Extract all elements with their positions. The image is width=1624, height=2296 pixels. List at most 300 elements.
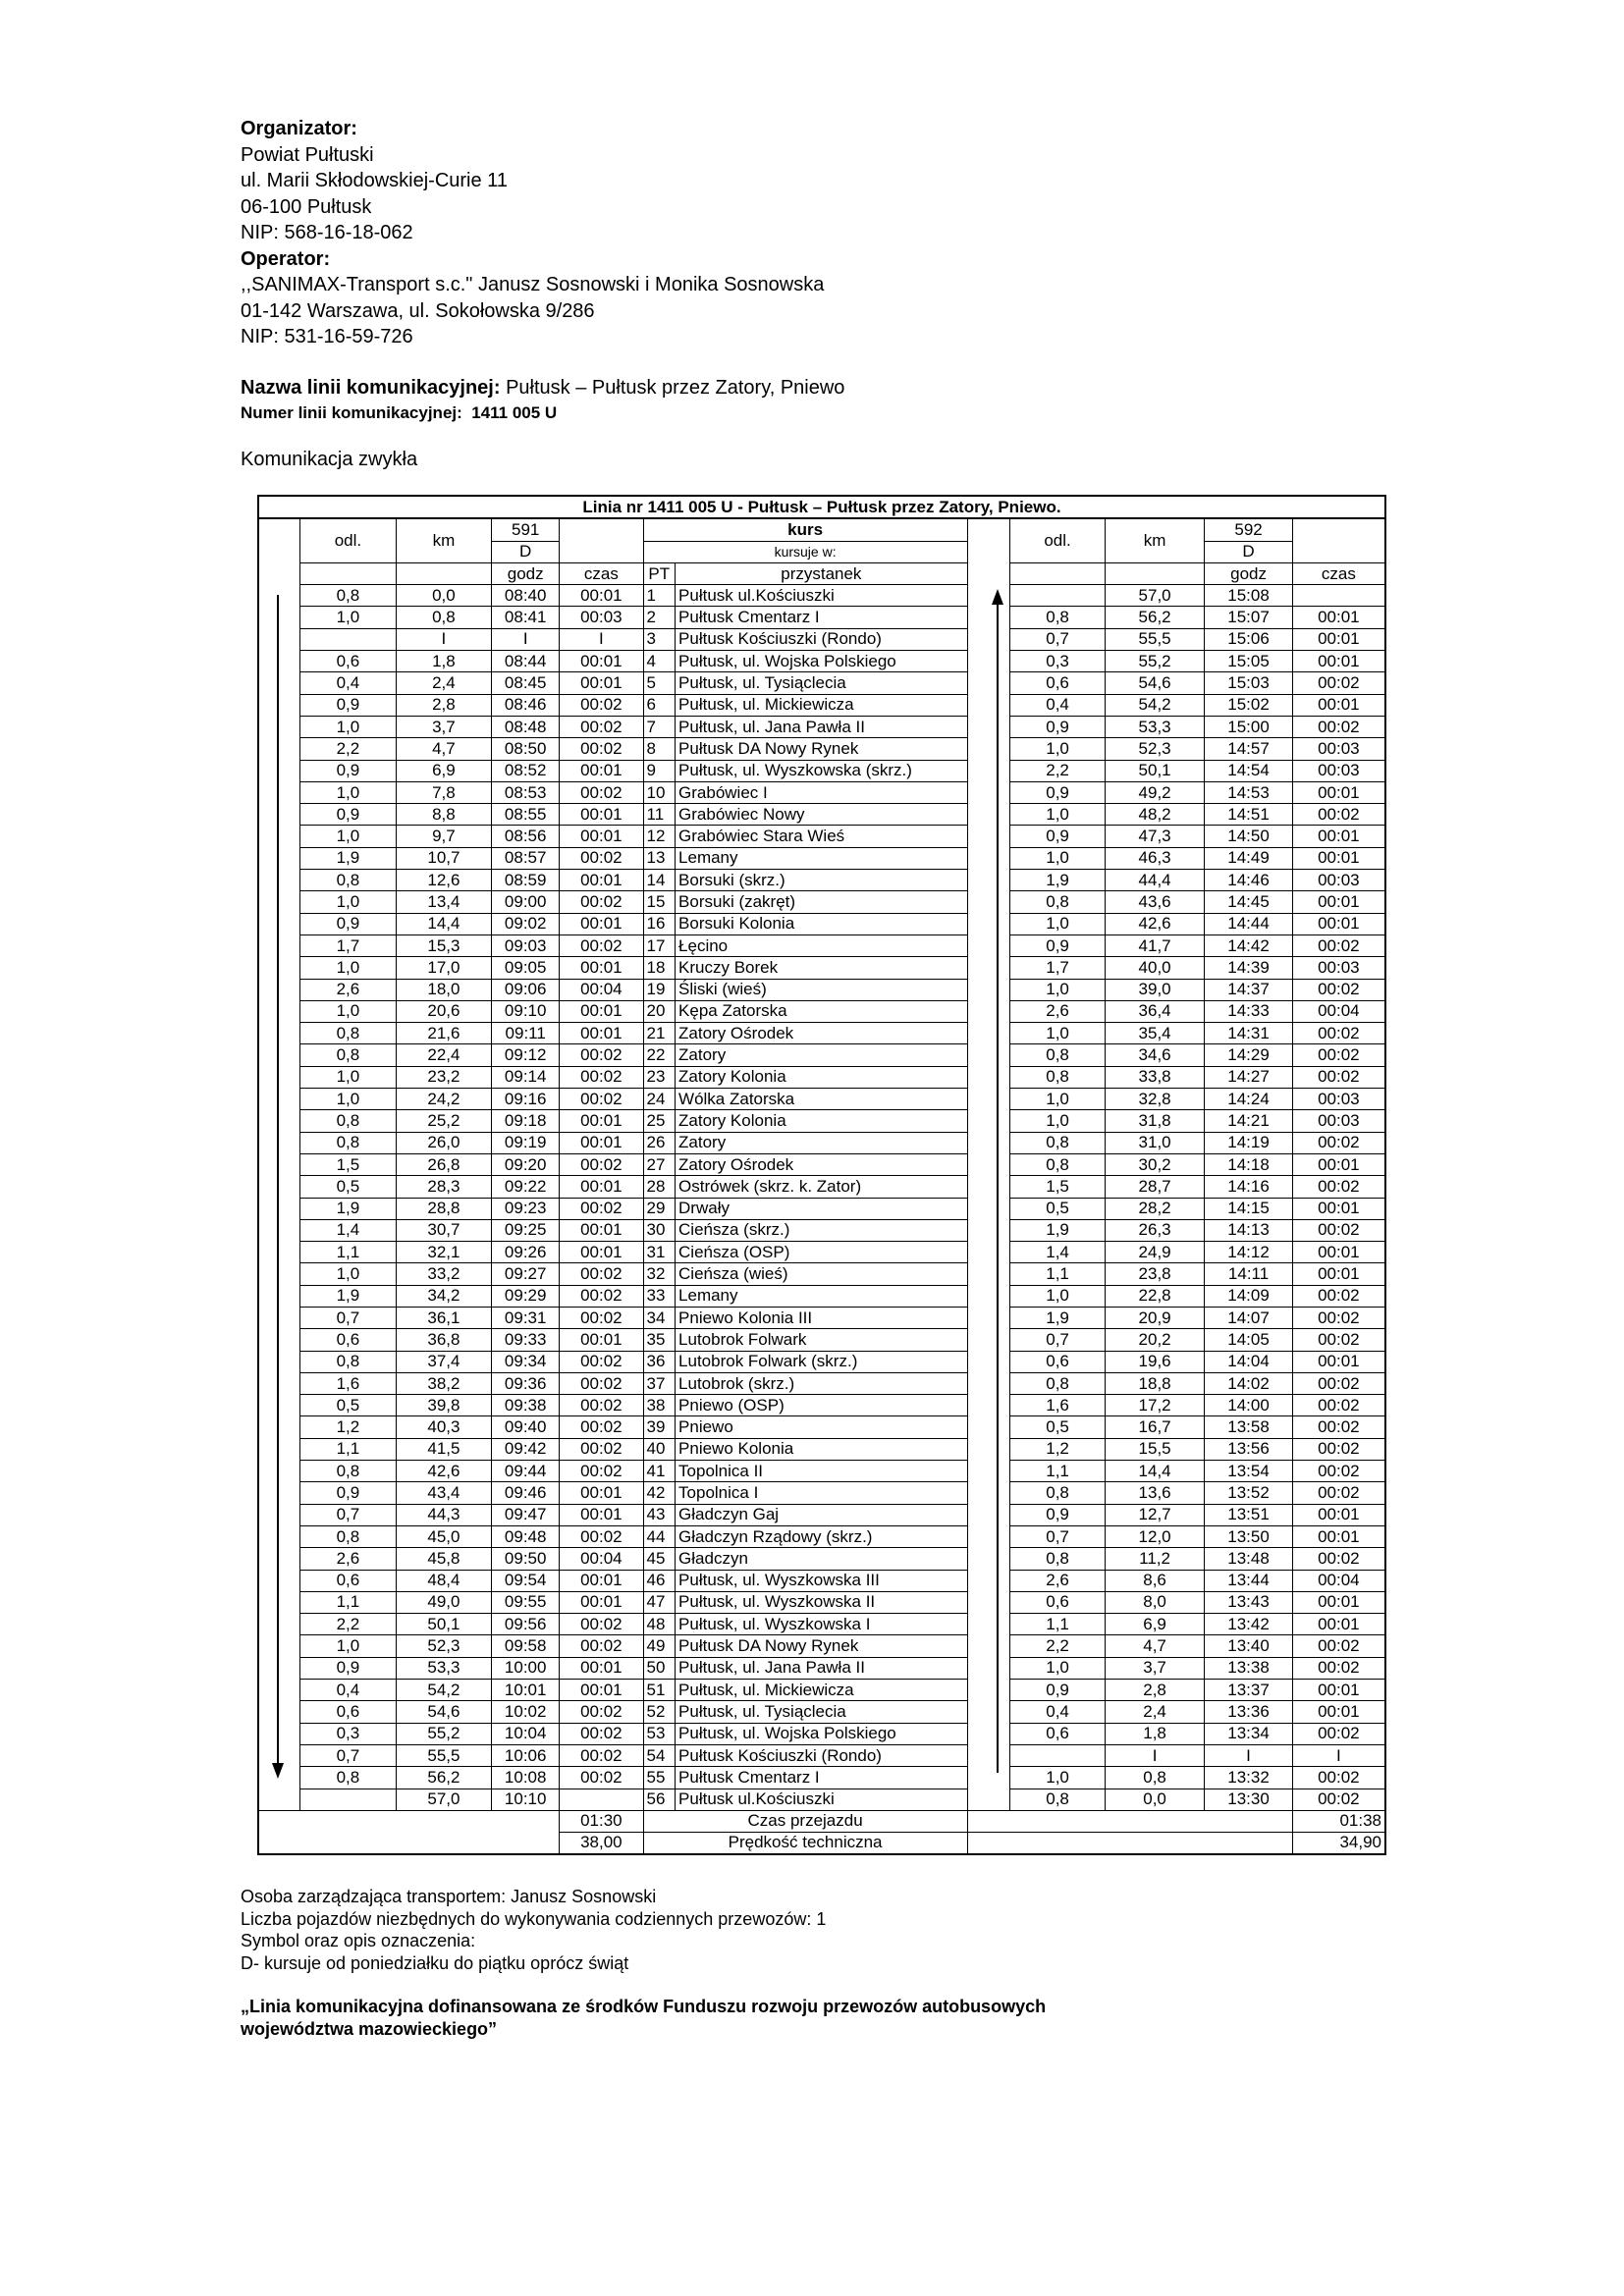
godz-out: 10:08 — [492, 1767, 560, 1789]
km-out: 40,3 — [396, 1416, 492, 1438]
stop-number: 39 — [643, 1416, 676, 1438]
stop-number: 44 — [643, 1525, 676, 1547]
czas-out: 00:02 — [560, 1438, 643, 1460]
odl-back: 1,1 — [1010, 1614, 1105, 1635]
godz-back: 15:06 — [1205, 628, 1292, 650]
stop-name: Grabówiec Nowy — [676, 804, 968, 826]
odl-out: 0,8 — [300, 1525, 397, 1547]
arrow-spacer-back — [967, 518, 1010, 584]
czas-header-back: czas — [1292, 562, 1385, 584]
km-back: 8,0 — [1105, 1591, 1205, 1613]
godz-back: 14:04 — [1205, 1351, 1292, 1372]
stop-number: 33 — [643, 1285, 676, 1307]
stop-name: Topolnica II — [676, 1461, 968, 1482]
stop-number: 49 — [643, 1635, 676, 1657]
godz-back: 13:56 — [1205, 1438, 1292, 1460]
godz-out: 09:33 — [492, 1329, 560, 1351]
czas-out: 00:02 — [560, 1416, 643, 1438]
stop-number: 21 — [643, 1023, 676, 1044]
odl-out: 2,6 — [300, 979, 397, 1000]
godz-out: 09:19 — [492, 1132, 560, 1153]
odl-back: 1,1 — [1010, 1263, 1105, 1285]
table-row — [258, 1614, 1385, 1635]
czas-out: 00:02 — [560, 1767, 643, 1789]
godz-back: 13:48 — [1205, 1548, 1292, 1570]
czas-back: 00:01 — [1292, 1242, 1385, 1263]
czas-back: 00:02 — [1292, 1132, 1385, 1153]
stop-name: Pułtusk, ul. Mickiewicza — [676, 694, 968, 716]
odl-back — [1010, 585, 1105, 607]
table-row — [258, 1307, 1385, 1328]
km-back: 39,0 — [1105, 979, 1205, 1000]
czas-back: 00:02 — [1292, 716, 1385, 737]
symbol-back: D — [1205, 541, 1292, 562]
stop-name: Pułtusk, ul. Jana Pawła II — [676, 716, 968, 737]
godz-out: 08:45 — [492, 672, 560, 694]
odl-back: 1,6 — [1010, 1395, 1105, 1416]
godz-out: 09:23 — [492, 1198, 560, 1219]
table-row — [258, 979, 1385, 1000]
odl-back: 1,7 — [1010, 957, 1105, 979]
czas-back: 00:01 — [1292, 1198, 1385, 1219]
table-row — [258, 1372, 1385, 1394]
stop-name: Gładczyn Gaj — [676, 1504, 968, 1525]
travel-time-label: Czas przejazdu — [643, 1810, 967, 1832]
odl-out: 1,9 — [300, 1198, 397, 1219]
header-empty-cell — [560, 518, 643, 541]
km-back: 8,6 — [1105, 1570, 1205, 1591]
km-back: 31,8 — [1105, 1110, 1205, 1132]
czas-back: 00:02 — [1292, 1176, 1385, 1198]
odl-back: 0,7 — [1010, 628, 1105, 650]
km-out: 49,0 — [396, 1591, 492, 1613]
godz-back: 14:29 — [1205, 1044, 1292, 1066]
godz-back: 13:54 — [1205, 1461, 1292, 1482]
km-out: 38,2 — [396, 1372, 492, 1394]
km-out: 2,8 — [396, 694, 492, 716]
odl-back: 2,6 — [1010, 1000, 1105, 1022]
odl-back: 0,6 — [1010, 672, 1105, 694]
km-back: 50,1 — [1105, 760, 1205, 781]
km-out: 9,7 — [396, 826, 492, 847]
odl-out: 0,3 — [300, 1723, 397, 1744]
table-row — [258, 1023, 1385, 1044]
km-out: 3,7 — [396, 716, 492, 737]
km-back: 49,2 — [1105, 781, 1205, 803]
table-row — [258, 1525, 1385, 1547]
odl-back: 0,6 — [1010, 1723, 1105, 1744]
czas-out: 00:02 — [560, 891, 643, 913]
czas-back: 00:02 — [1292, 1461, 1385, 1482]
godz-back: 14:57 — [1205, 738, 1292, 760]
km-out: 14,4 — [396, 913, 492, 934]
odl-out: 0,8 — [300, 870, 397, 891]
stop-number: 41 — [643, 1461, 676, 1482]
stop-name: Pułtusk, ul. Wyszkowska III — [676, 1570, 968, 1591]
godz-back: 14:27 — [1205, 1066, 1292, 1088]
km-out: 26,0 — [396, 1132, 492, 1153]
table-row — [258, 1438, 1385, 1460]
header-empty-cell — [1292, 541, 1385, 562]
stop-name: Pułtusk DA Nowy Rynek — [676, 738, 968, 760]
czas-back: 00:01 — [1292, 1525, 1385, 1547]
odl-back: 0,7 — [1010, 1329, 1105, 1351]
km-out: 15,3 — [396, 934, 492, 956]
km-out: 39,8 — [396, 1395, 492, 1416]
km-header-out: km — [396, 518, 492, 562]
godz-back: 13:43 — [1205, 1591, 1292, 1613]
km-back: 56,2 — [1105, 607, 1205, 628]
km-back: 47,3 — [1105, 826, 1205, 847]
odl-out: 0,8 — [300, 1044, 397, 1066]
km-back: 0,0 — [1105, 1789, 1205, 1810]
table-row — [258, 585, 1385, 607]
stop-name: Borsuki Kolonia — [676, 913, 968, 934]
godz-back: 14:31 — [1205, 1023, 1292, 1044]
odl-out: 0,7 — [300, 1504, 397, 1525]
stop-number: 6 — [643, 694, 676, 716]
odl-out: 0,9 — [300, 694, 397, 716]
km-back: 54,6 — [1105, 672, 1205, 694]
km-back: 4,7 — [1105, 1635, 1205, 1657]
table-row — [258, 1176, 1385, 1198]
odl-back: 0,9 — [1010, 826, 1105, 847]
course-number-out: 591 — [492, 518, 560, 541]
odl-out: 0,6 — [300, 651, 397, 672]
odl-out — [300, 1789, 397, 1810]
odl-back: 1,9 — [1010, 1307, 1105, 1328]
stop-number: 17 — [643, 934, 676, 956]
godz-out: 09:56 — [492, 1614, 560, 1635]
km-back: 34,6 — [1105, 1044, 1205, 1066]
stop-name: Gładczyn — [676, 1548, 968, 1570]
godz-out: 10:01 — [492, 1680, 560, 1701]
czas-out: 00:02 — [560, 847, 643, 869]
godz-out: 09:34 — [492, 1351, 560, 1372]
stop-number: 37 — [643, 1372, 676, 1394]
odl-back: 0,9 — [1010, 781, 1105, 803]
km-out: 8,8 — [396, 804, 492, 826]
odl-back: 0,8 — [1010, 1789, 1105, 1810]
godz-back: 14:42 — [1205, 934, 1292, 956]
symbol-d-description: D- kursuje od poniedziałku do piątku oprócz świąt — [241, 1952, 629, 1973]
odl-out: 0,9 — [300, 1657, 397, 1679]
odl-back: 1,0 — [1010, 979, 1105, 1000]
header-empty-cell — [1292, 518, 1385, 541]
godz-out: 09:47 — [492, 1504, 560, 1525]
odl-back: 0,6 — [1010, 1591, 1105, 1613]
czas-out: 00:02 — [560, 1351, 643, 1372]
odl-back: 0,8 — [1010, 891, 1105, 913]
table-row — [258, 628, 1385, 650]
stop-number: 22 — [643, 1044, 676, 1066]
km-back: 20,2 — [1105, 1329, 1205, 1351]
km-back: 57,0 — [1105, 585, 1205, 607]
stop-name: Ostrówek (skrz. k. Zator) — [676, 1176, 968, 1198]
czas-back: I — [1292, 1744, 1385, 1766]
czas-back: 00:04 — [1292, 1000, 1385, 1022]
stop-number: 25 — [643, 1110, 676, 1132]
stop-name: Pułtusk Kościuszki (Rondo) — [676, 1744, 968, 1766]
czas-back: 00:03 — [1292, 1110, 1385, 1132]
czas-out: 00:02 — [560, 694, 643, 716]
czas-out: 00:02 — [560, 1723, 643, 1744]
czas-header-out: czas — [560, 562, 643, 584]
km-back: 15,5 — [1105, 1438, 1205, 1460]
godz-out: 09:48 — [492, 1525, 560, 1547]
godz-out: 09:36 — [492, 1372, 560, 1394]
godz-out: 08:59 — [492, 870, 560, 891]
czas-back: 00:01 — [1292, 847, 1385, 869]
odl-back: 0,9 — [1010, 1680, 1105, 1701]
odl-header-back: odl. — [1010, 518, 1105, 562]
czas-back: 00:02 — [1292, 934, 1385, 956]
czas-out: 00:01 — [560, 1680, 643, 1701]
godz-back: 14:51 — [1205, 804, 1292, 826]
km-out: 54,6 — [396, 1701, 492, 1723]
odl-back: 0,9 — [1010, 1504, 1105, 1525]
godz-back: 13:30 — [1205, 1789, 1292, 1810]
stop-number: 48 — [643, 1614, 676, 1635]
km-out: 26,8 — [396, 1153, 492, 1175]
km-back: 6,9 — [1105, 1614, 1205, 1635]
table-row — [258, 957, 1385, 979]
godz-out: 09:58 — [492, 1635, 560, 1657]
km-back: 2,4 — [1105, 1701, 1205, 1723]
km-out: 53,3 — [396, 1657, 492, 1679]
stop-number: 45 — [643, 1548, 676, 1570]
odl-out: 1,9 — [300, 1285, 397, 1307]
czas-out: 00:01 — [560, 826, 643, 847]
odl-out: 0,5 — [300, 1176, 397, 1198]
odl-out: 0,9 — [300, 804, 397, 826]
czas-back: 00:02 — [1292, 1657, 1385, 1679]
km-out: 50,1 — [396, 1614, 492, 1635]
km-out: 33,2 — [396, 1263, 492, 1285]
stop-number: 52 — [643, 1701, 676, 1723]
stop-name: Pułtusk DA Nowy Rynek — [676, 1635, 968, 1657]
odl-out: 1,4 — [300, 1219, 397, 1241]
arrow-spacer-out — [258, 518, 300, 584]
czas-out: 00:02 — [560, 1461, 643, 1482]
odl-back: 1,1 — [1010, 1461, 1105, 1482]
godz-out: 08:46 — [492, 694, 560, 716]
stop-number: 34 — [643, 1307, 676, 1328]
table-row — [258, 1395, 1385, 1416]
table-row — [258, 716, 1385, 737]
odl-out: 2,6 — [300, 1548, 397, 1570]
odl-out: 1,0 — [300, 1089, 397, 1110]
stop-name: Grabówiec Stara Wieś — [676, 826, 968, 847]
table-row — [258, 1482, 1385, 1504]
stop-name: Gładczyn Rządowy (skrz.) — [676, 1525, 968, 1547]
table-row — [258, 1110, 1385, 1132]
godz-back: 14:33 — [1205, 1000, 1292, 1022]
km-out: 52,3 — [396, 1635, 492, 1657]
godz-out: 08:44 — [492, 651, 560, 672]
km-out: 0,0 — [396, 585, 492, 607]
godz-out: 10:06 — [492, 1744, 560, 1766]
stop-number: 12 — [643, 826, 676, 847]
table-row — [258, 1744, 1385, 1766]
arrow-lane-out — [258, 1789, 300, 1810]
table-row — [258, 1591, 1385, 1613]
odl-out: 0,8 — [300, 585, 397, 607]
km-out: 41,5 — [396, 1438, 492, 1460]
table-row — [258, 870, 1385, 891]
czas-out: 00:03 — [560, 607, 643, 628]
km-back: 16,7 — [1105, 1416, 1205, 1438]
godz-out: 09:02 — [492, 913, 560, 934]
czas-out: 00:02 — [560, 1744, 643, 1766]
stop-name: Zatory Kolonia — [676, 1066, 968, 1088]
odl-out: 0,9 — [300, 913, 397, 934]
km-back: 12,0 — [1105, 1525, 1205, 1547]
table-row — [258, 1680, 1385, 1701]
godz-back: 14:21 — [1205, 1110, 1292, 1132]
stop-number: 15 — [643, 891, 676, 913]
stop-number: 8 — [643, 738, 676, 760]
km-out: 42,6 — [396, 1461, 492, 1482]
odl-back: 1,0 — [1010, 804, 1105, 826]
stop-number: 26 — [643, 1132, 676, 1153]
godz-back: 15:07 — [1205, 607, 1292, 628]
odl-out: 0,8 — [300, 1767, 397, 1789]
odl-out: 0,9 — [300, 1482, 397, 1504]
czas-out: 00:01 — [560, 1329, 643, 1351]
odl-back: 1,0 — [1010, 738, 1105, 760]
godz-back: 14:15 — [1205, 1198, 1292, 1219]
table-row — [258, 804, 1385, 826]
table-row — [258, 672, 1385, 694]
table-row — [258, 1416, 1385, 1438]
czas-back: 00:02 — [1292, 1723, 1385, 1744]
table-row — [258, 1044, 1385, 1066]
czas-back: 00:01 — [1292, 1263, 1385, 1285]
godz-out: 09:44 — [492, 1461, 560, 1482]
km-out: 48,4 — [396, 1570, 492, 1591]
czas-back: 00:01 — [1292, 781, 1385, 803]
organizer-nip: NIP: 568-16-18-062 — [241, 222, 413, 243]
header-empty-cell — [396, 562, 492, 584]
organizer-name: Powiat Pułtuski — [241, 143, 374, 166]
godz-out: 09:55 — [492, 1591, 560, 1613]
odl-back: 1,0 — [1010, 1285, 1105, 1307]
km-back: 52,3 — [1105, 738, 1205, 760]
stop-name: Cieńsza (skrz.) — [676, 1219, 968, 1241]
godz-back: 14:05 — [1205, 1329, 1292, 1351]
odl-out: 0,4 — [300, 1680, 397, 1701]
stop-name: Lutobrok (skrz.) — [676, 1372, 968, 1394]
line-name — [241, 377, 844, 400]
czas-out: 00:01 — [560, 1023, 643, 1044]
km-back: 12,7 — [1105, 1504, 1205, 1525]
operator-address: 01-142 Warszawa, ul. Sokołowska 9/286 — [241, 299, 595, 322]
czas-back: 00:02 — [1292, 804, 1385, 826]
odl-out: 0,6 — [300, 1570, 397, 1591]
km-back: 55,2 — [1105, 651, 1205, 672]
godz-back: 15:08 — [1205, 585, 1292, 607]
km-back: 0,8 — [1105, 1767, 1205, 1789]
godz-back: 14:39 — [1205, 957, 1292, 979]
km-out: 45,0 — [396, 1525, 492, 1547]
km-out: 22,4 — [396, 1044, 492, 1066]
godz-out: 09:16 — [492, 1089, 560, 1110]
odl-out: 0,8 — [300, 1461, 397, 1482]
kursuje-header: kursuje w: — [643, 541, 967, 562]
timetable-title: Linia nr 1411 005 U - Pułtusk – Pułtusk przez Zatory, Pniewo. — [258, 496, 1385, 518]
czas-back: 00:03 — [1292, 738, 1385, 760]
odl-back: 2,6 — [1010, 1570, 1105, 1591]
km-back: 22,8 — [1105, 1285, 1205, 1307]
godz-back: I — [1205, 1744, 1292, 1766]
czas-out: 00:01 — [560, 804, 643, 826]
czas-back: 00:01 — [1292, 1614, 1385, 1635]
km-out: I — [396, 628, 492, 650]
godz-back: 14:53 — [1205, 781, 1292, 803]
czas-out: 00:01 — [560, 957, 643, 979]
line-number-label: Numer linii komunikacyjnej: — [241, 403, 462, 422]
organizer-address-2: 06-100 Pułtusk — [241, 195, 372, 218]
km-out: 36,1 — [396, 1307, 492, 1328]
odl-back: 1,9 — [1010, 870, 1105, 891]
odl-back: 0,8 — [1010, 1044, 1105, 1066]
stop-number: 9 — [643, 760, 676, 781]
stop-number: 1 — [643, 585, 676, 607]
godz-back: 14:54 — [1205, 760, 1292, 781]
km-back: 55,5 — [1105, 628, 1205, 650]
godz-out: 09:46 — [492, 1482, 560, 1504]
km-out: 2,4 — [396, 672, 492, 694]
stop-name: Pniewo Kolonia — [676, 1438, 968, 1460]
stop-number: 16 — [643, 913, 676, 934]
odl-out: 1,5 — [300, 1153, 397, 1175]
odl-out: 1,0 — [300, 826, 397, 847]
stop-name: Pniewo Kolonia III — [676, 1307, 968, 1328]
godz-back: 15:05 — [1205, 651, 1292, 672]
stop-number: 51 — [643, 1680, 676, 1701]
godz-back: 15:02 — [1205, 694, 1292, 716]
czas-back: 00:01 — [1292, 607, 1385, 628]
odl-out: 0,5 — [300, 1395, 397, 1416]
stop-name: Pniewo (OSP) — [676, 1395, 968, 1416]
odl-out: 0,7 — [300, 1307, 397, 1328]
stop-number: 11 — [643, 804, 676, 826]
stop-name: Kępa Zatorska — [676, 1000, 968, 1022]
godz-back: 14:02 — [1205, 1372, 1292, 1394]
godz-header-back: godz — [1205, 562, 1292, 584]
godz-back: 14:12 — [1205, 1242, 1292, 1263]
communication-type: Komunikacja zwykła — [241, 449, 418, 470]
odl-out: 0,9 — [300, 760, 397, 781]
czas-out: 00:01 — [560, 1657, 643, 1679]
odl-out: 0,4 — [300, 672, 397, 694]
stop-number: 27 — [643, 1153, 676, 1175]
godz-out: 08:48 — [492, 716, 560, 737]
km-out: 28,8 — [396, 1198, 492, 1219]
godz-out: 09:22 — [492, 1176, 560, 1198]
odl-back: 1,5 — [1010, 1176, 1105, 1198]
line-number — [241, 403, 557, 423]
odl-back: 2,2 — [1010, 1635, 1105, 1657]
table-row — [258, 1000, 1385, 1022]
odl-header-out: odl. — [300, 518, 397, 562]
stop-name: Borsuki (skrz.) — [676, 870, 968, 891]
header-block — [241, 116, 824, 350]
stop-name: Topolnica I — [676, 1482, 968, 1504]
km-out: 37,4 — [396, 1351, 492, 1372]
km-back: 28,7 — [1105, 1176, 1205, 1198]
